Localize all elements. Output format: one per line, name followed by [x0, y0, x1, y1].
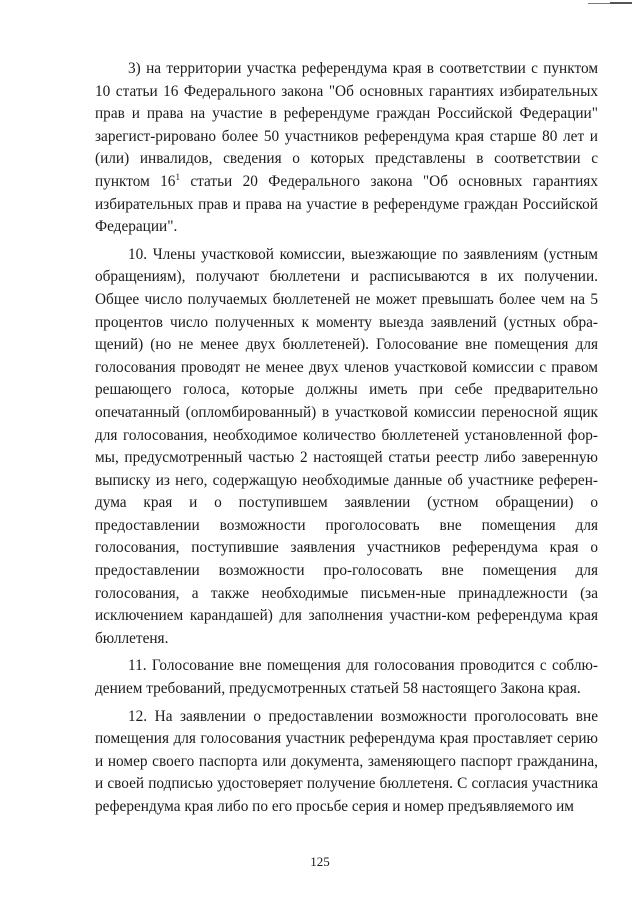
page-number: 125 — [310, 854, 330, 869]
footnote-superscript: 1 — [175, 171, 180, 182]
scan-corner-mark — [588, 3, 632, 4]
paragraph-clause-11: 11. Голосование вне помещения для голосования проводится с соблю-дением требований, предусмотренных статьей 58 настоящего Закона края. — [95, 657, 598, 698]
paragraph-text: 3) на территории участка референдума края в соответствии с пунктом 10 статьи 16 Федерального закона "Об основных гарантиях избирательных прав и права на участие в референдуме граждан Российской Федерации" зарегист-рировано более 50 участников референдума края старше 80 лет и (или) инвалидов, сведения о которых представлены в соответствии с пунктом 16 — [95, 60, 598, 190]
document-body — [95, 58, 598, 819]
paragraph-item-3 — [95, 58, 598, 239]
paragraph-clause-12: 12. На заявлении о предоставлении возможности проголосовать вне помещения для голосования участник референдума края проставляет серию и номер своего паспорта или документа, заменяющего паспорт гражданина, и своей подписью удостоверяет получение бюллетеня. С согласия участника референдума края либо по его просьбе серия и номер предъявляемого им — [95, 707, 598, 815]
paragraph-text-continued: статьи 20 Федерального закона "Об основных гарантиях избирательных прав и права на участие в референдуме граждан Российской Федерации". — [95, 172, 598, 236]
paragraph-clause-10: 10. Члены участковой комиссии, выезжающие по заявлениям (устным обращениям), получают бюллетени и расписываются в их получении. Общее число получаемых бюллетеней не может превышать более чем на 5 процентов число полученных к моменту выезда заявлений (устных обра-щений) (но не менее двух бюллетеней). Голосование вне помещения для голосования проводят не менее двух членов участковой комиссии с правом решающего голоса, которые должны иметь при себе предварительно опечатанный (опломбированный) в участковой комиссии переносной ящик для голосования, необходимое количество бюллетеней установленной фор-мы, предусмотренный частью 2 настоящей статьи реестр либо заверенную выписку из него, содержащую необходимые данные об участнике референ-дума края и о поступившем заявлении (устном обращении) о предоставлении возможности проголосовать вне помещения для голосования, поступившие заявления участников референдума края о предоставлении возможности про-голосовать вне помещения для голосования, а также необходимые письмен-ные принадлежности (за исключением карандашей) для заполнения участни-ком референдума края бюллетеня. — [95, 245, 598, 647]
